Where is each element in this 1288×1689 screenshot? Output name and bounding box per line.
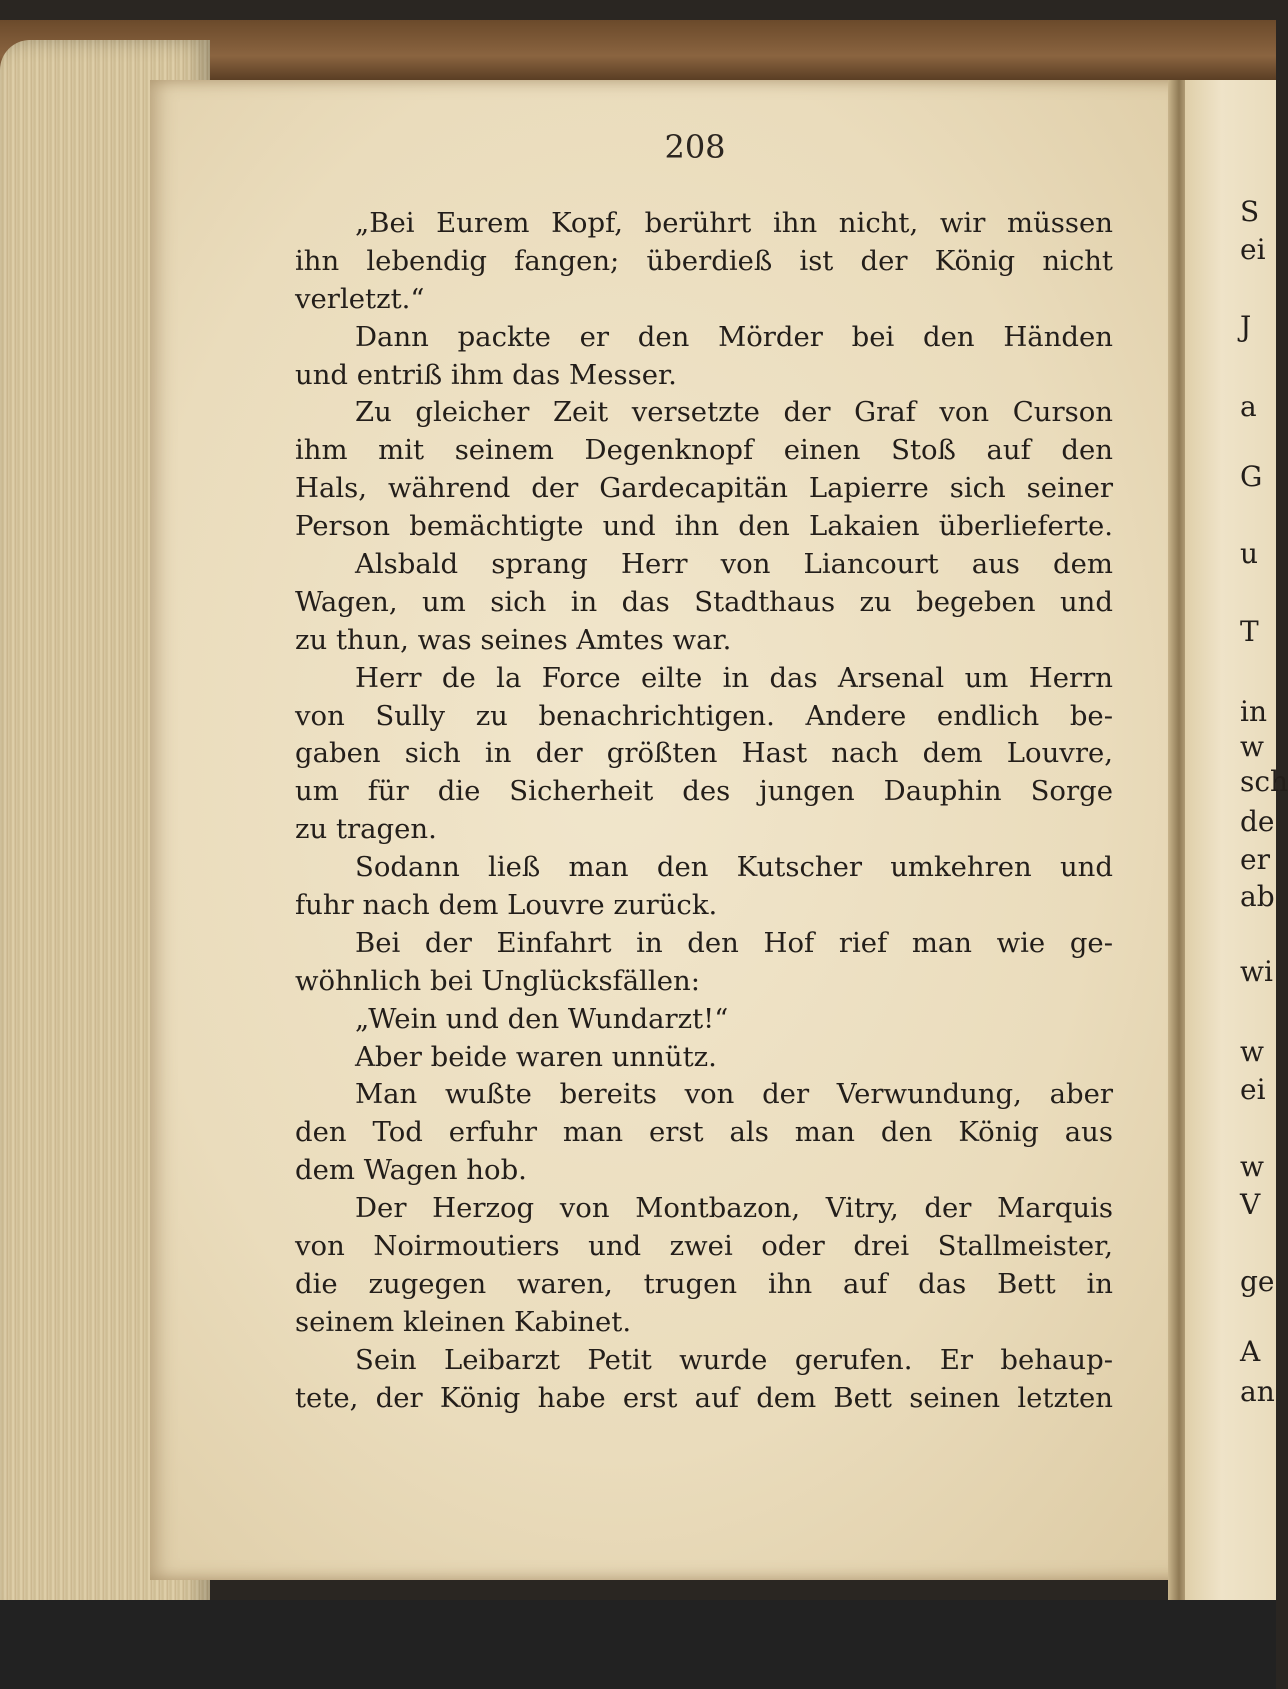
- text-line: „Bei Eurem Kopf, berührt ihn nicht, wir müssen: [355, 207, 1113, 239]
- text-line: dem Wagen hob.: [295, 1154, 527, 1187]
- text-line: fuhr nach dem Louvre zurück.: [295, 889, 718, 922]
- text-line: Bei der Einfahrt in den Hof rief man wie ge-: [355, 926, 1113, 959]
- text-line: Sodann ließ man den Kutscher umkehren und: [355, 851, 1113, 884]
- text-line: ihm mit seinem Degenknopf einen Stoß auf den: [295, 434, 1113, 467]
- right-page-fragment: V: [1240, 1188, 1261, 1221]
- right-page: [1185, 80, 1276, 1600]
- text-line: zu thun, was seines Amtes war.: [295, 623, 732, 656]
- page-text: [295, 205, 1113, 1418]
- text-line: zu tragen.: [295, 813, 437, 846]
- text-line: wöhnlich bei Unglücksfällen:: [295, 964, 700, 997]
- text-line: seinem kleinen Kabinet.: [295, 1305, 632, 1338]
- text-line: Aber beide waren unnütz.: [355, 1040, 717, 1073]
- text-line: Wagen, um sich in das Stadthaus zu begeben und: [295, 585, 1113, 618]
- right-page-fragment: wi: [1240, 955, 1273, 988]
- text-line: Person bemächtigte und ihn den Lakaien überlieferte.: [295, 510, 1113, 543]
- right-page-fragment: w: [1240, 1150, 1264, 1183]
- text-line: und entriß ihm das Messer.: [295, 358, 677, 391]
- right-page-fragment: T: [1240, 615, 1259, 648]
- text-line: ihn lebendig fangen; überdieß ist der König nicht: [295, 244, 1113, 277]
- right-page-fragment: sch: [1240, 765, 1288, 798]
- right-page-fragment: ab: [1240, 880, 1275, 913]
- text-line: Man wußte bereits von der Verwundung, aber: [355, 1078, 1113, 1111]
- right-page-fragment: S: [1240, 195, 1260, 228]
- right-page-fragment: w: [1240, 1035, 1264, 1068]
- text-line: verletzt.“: [295, 282, 425, 315]
- right-page-fragment: A: [1240, 1335, 1261, 1368]
- text-line: Alsbald sprang Herr von Liancourt aus dem: [355, 548, 1113, 581]
- page-number: 208: [664, 128, 726, 166]
- right-page-fragment: w: [1240, 730, 1264, 763]
- right-page-fragment: ge: [1240, 1265, 1275, 1298]
- text-line: um für die Sicherheit des jungen Dauphin Sorge: [295, 775, 1113, 808]
- background-bottom: [0, 1600, 1276, 1689]
- text-line: Zu gleicher Zeit versetzte der Graf von Curson: [355, 396, 1113, 429]
- text-line: „Wein und den Wundarzt!“: [355, 1002, 729, 1035]
- text-line: gaben sich in der größten Hast nach dem Louvre,: [295, 737, 1113, 770]
- right-page-fragment: G: [1240, 460, 1263, 493]
- text-line: tete, der König habe erst auf dem Bett seinen letzten: [295, 1381, 1113, 1414]
- text-line: Hals, während der Gardecapitän Lapierre sich seiner: [295, 472, 1113, 505]
- right-page-fragment: ei: [1240, 233, 1266, 266]
- text-line: von Sully zu benachrichtigen. Andere endlich be-: [295, 699, 1113, 732]
- right-page-fragment: J: [1240, 310, 1252, 343]
- text-line: Dann packte er den Mörder bei den Händen: [355, 320, 1113, 353]
- text-line: Der Herzog von Montbazon, Vitry, der Marquis: [355, 1192, 1113, 1225]
- right-page-fragment: in: [1240, 695, 1267, 728]
- text-line: den Tod erfuhr man erst als man den König aus: [295, 1116, 1113, 1149]
- right-page-fragment: ei: [1240, 1073, 1266, 1106]
- text-line: von Noirmoutiers und zwei oder drei Stallmeister,: [295, 1230, 1113, 1263]
- text-line: Sein Leibarzt Petit wurde gerufen. Er behaup-: [355, 1343, 1113, 1376]
- right-page-fragment: u: [1240, 537, 1259, 570]
- right-page-fragment: de: [1240, 805, 1275, 838]
- text-line: Herr de la Force eilte in das Arsenal um Herrn: [355, 661, 1113, 694]
- right-page-fragment: a: [1240, 390, 1257, 423]
- right-page-fragment: an: [1240, 1375, 1275, 1408]
- text-line: die zugegen waren, trugen ihn auf das Bett in: [295, 1267, 1113, 1300]
- right-page-fragment: er: [1240, 843, 1270, 876]
